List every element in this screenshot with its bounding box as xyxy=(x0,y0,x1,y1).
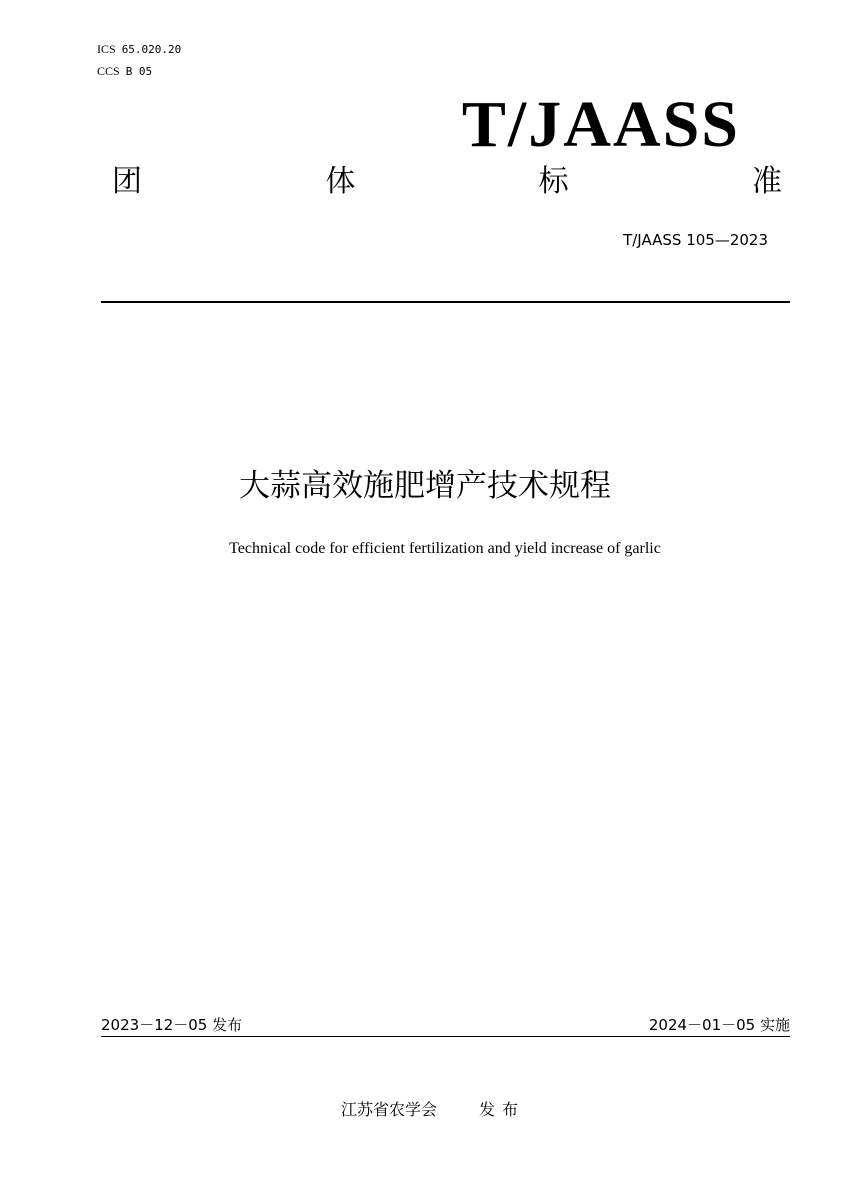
ics-code xyxy=(97,42,181,57)
ics-value: 65.020.20 xyxy=(121,43,182,56)
issuer-organization: 江苏省农学会 xyxy=(340,1100,437,1119)
standard-type-char: 体 xyxy=(325,164,356,199)
standard-number: T/JAASS 105—2023 xyxy=(623,231,768,249)
issuer-line xyxy=(0,1099,850,1121)
document-title-chinese: 大蒜高效施肥增产技术规程 xyxy=(239,468,611,504)
standard-type-char: 团 xyxy=(112,164,142,199)
implementation-date: 2024－01－05 实施 xyxy=(648,1016,790,1034)
ics-label: ICS xyxy=(97,42,116,56)
header-divider xyxy=(101,301,790,303)
standard-type-char: 标 xyxy=(538,164,569,199)
standard-type-char: 准 xyxy=(751,164,782,199)
standard-brand-logo: T/JAASS xyxy=(461,88,740,161)
ccs-code xyxy=(97,64,152,79)
issuer-action: 发布 xyxy=(479,1100,526,1119)
ccs-label: CCS xyxy=(97,64,120,78)
document-title-english: Technical code for efficient fertilization and yield increase of garlic xyxy=(229,540,661,557)
standard-type-heading xyxy=(112,160,782,204)
footer-divider xyxy=(101,1036,790,1037)
ccs-value: B 05 xyxy=(125,65,153,78)
issue-date: 2023－12－05 发布 xyxy=(101,1016,243,1034)
